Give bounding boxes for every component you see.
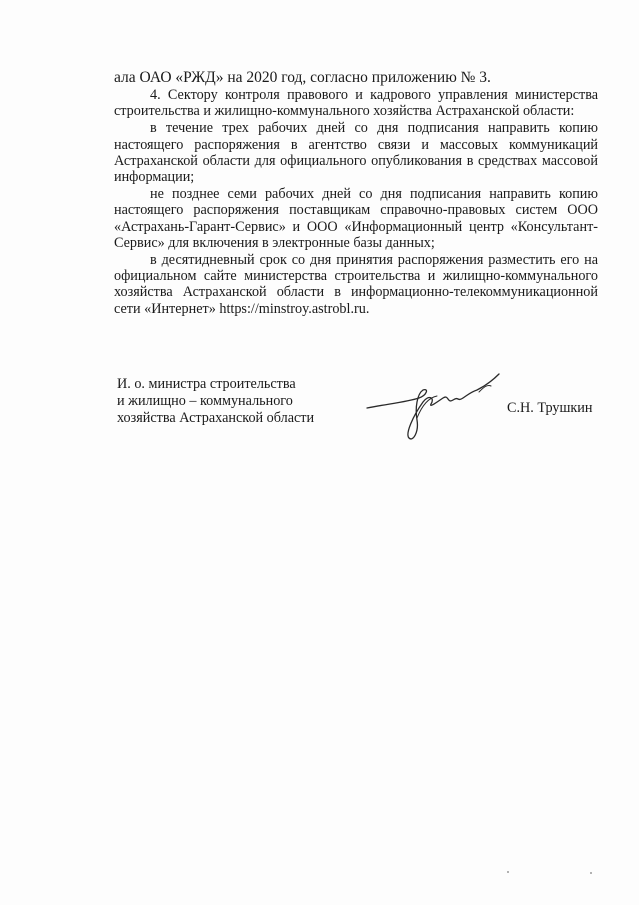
paragraph-item-4: 4. Сектору контроля правового и кадрового управления министерства строительства и жилищно-коммунального хозяйства Астраханской области:: [114, 87, 598, 120]
paragraph-website: в десятидневный срок со дня принятия распоряжения разместить его на официальном сайте министерства строительства и жилищно-коммунального хозяйства Астраханской области в информационно-телекоммуникационной сети «Интернет» https://minstroy.astrobl.ru.: [114, 252, 598, 317]
signatory-title: [117, 376, 314, 426]
signature-block: [117, 376, 617, 456]
signatory-title-line: И. о. министра строительства: [117, 376, 296, 392]
paragraph-legal-systems: не позднее семи рабочих дней со дня подписания направить копию настоящего распоряжения поставщикам справочно-правовых систем ООО «Астрахань-Гарант-Сервис» и ООО «Информационный центр «Консультант- Сервис» для включения в электронные базы данных;: [114, 186, 598, 251]
document-body: [114, 69, 598, 317]
paragraph-continuation: ала ОАО «РЖД» на 2020 год, согласно приложению № 3.: [114, 69, 491, 86]
handwritten-signature: [357, 368, 517, 448]
paragraph-publication: в течение трех рабочих дней со дня подписания направить копию настоящего распоряжения в агентство связи и массовых коммуникаций Астраханской области для официального опубликования в средствах массовой информации;: [114, 120, 598, 186]
signatory-name: С.Н. Трушкин: [507, 400, 593, 416]
scan-speck: [590, 872, 592, 874]
signatory-title-line: хозяйства Астраханской области: [117, 409, 315, 426]
scan-speck: [507, 871, 509, 873]
signatory-title-line: и жилищно – коммунального: [117, 392, 293, 409]
